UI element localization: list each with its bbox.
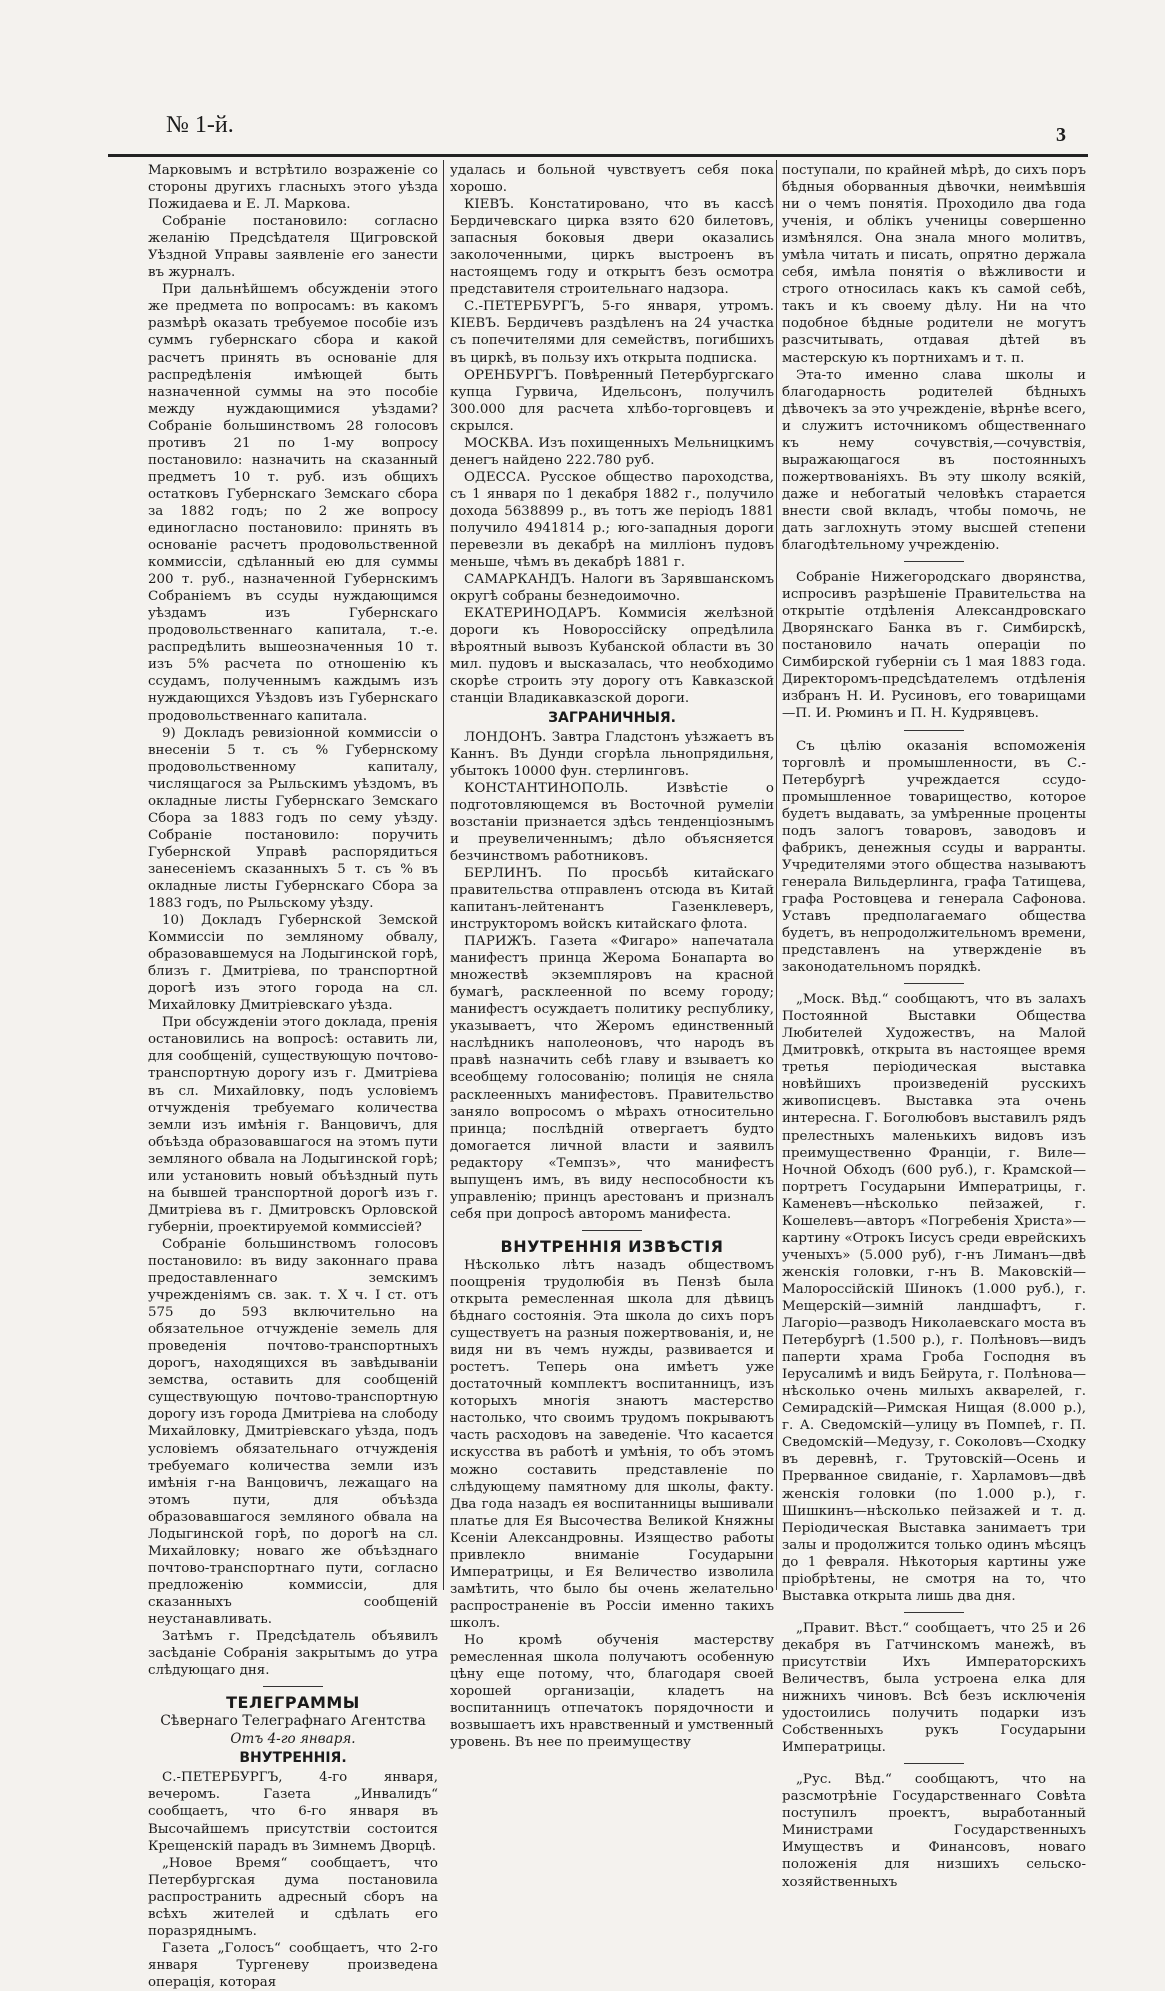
telegram-item: ОРЕНБУРГЪ. Повѣренный Петербургскаго купца Гурвича, Идельсонъ, получилъ 300.000 для расчета хлѣбо-торговцевъ и скрылся. [450, 367, 774, 434]
paragraph: При обсужденіи этого доклада, пренія остановились на вопросѣ: оставить ли, для сообщеній, существующую почтово-транспортную дорогу изъ г. Дмитріева въ сл. Михайловку, подъ условіемъ отчужденія требуемаго количества земли изъ имѣнія г. Ванцовичъ, для объѣзда образовавшагося на этомъ пути земляного обвала на Лодыгинской горѣ; или установить новый объѣздный путь на бывшей транспортной дорогѣ изъ г. Дмитріева въ г. Дмитровскъ Орловской губерніи, проектируемой коммиссіей? [148, 1015, 438, 1235]
paragraph: 9) Докладъ ревизіонной коммиссіи о внесеніи 5 т. съ % Губернскому продовольственному капиталу, числящагося за Рыльскимъ уѣздомъ, въ окладные листы Губернскаго Земскаго Сбора за 1883 годъ по сему уѣзду. Собраніе постановило: поручить Губернской Управѣ распорядиться занесеніемъ сказанныхъ 5 т. съ % въ окладные листы Губернскаго Сбора за 1883 годъ, по Рыльскому уѣзду. [148, 725, 438, 912]
paragraph: „Правит. Вѣст.“ сообщаетъ, что 25 и 26 декабря въ Гатчинскомъ манежѣ, въ присутствіи Ихъ Императорскихъ Величествъ, была устроена елка для нижнихъ чиновъ. Всѣ безъ исключенія удостоились получить подарки изъ Собственныхъ рукъ Государыни Императрицы. [782, 1620, 1086, 1756]
paragraph: 10) Докладъ Губернской Земской Коммиссіи по земляному обвалу, образовавшемуся на Лодыгинской горѣ, близъ г. Дмитріева, по транспортной дорогѣ изъ этого города на сл. Михайловку Дмитріевскаго уѣзда. [148, 913, 438, 1014]
section-rule [904, 561, 964, 562]
paragraph: Собраніе постановило: согласно желанію Предсѣдателя Щигровской Уѣздной Управы заявленіе его занести въ журналъ. [148, 214, 438, 281]
paragraph: Нѣсколько лѣтъ назадъ обществомъ поощренія трудолюбія въ Пензѣ была открыта ремесленная школа для дѣвицъ бѣднаго состоянія. Эта школа до сихъ поръ существуетъ на разныя пожертвованія, и, не видя ни въ чемъ нужды, развивается и ростетъ. Теперь она имѣетъ уже достаточный комплектъ воспитанницъ, изъ которыхъ многія знаютъ мастерство настолько, что своимъ трудомъ покрываютъ часть расходовъ на заведеніе. Что касается искусства въ работѣ и умѣнія, то объ этомъ можно составить представленіе по слѣдующему памятному для школы, факту. Два года назадъ ея воспитанницы вышивали платье для Ея Высочества Великой Княжны Ксеніи Александровны. Изящество работы привлекло вниманіе Государыни Императрицы, и Ея Величество изволила замѣтить, что было бы очень желательно распространеніе въ Россіи именно такихъ школъ. [450, 1257, 774, 1631]
paragraph: Эта-то именно слава школы и благодарность родителей бѣдныхъ дѣвочекъ за это учрежденіе, вѣрнѣе всего, и служитъ источникомъ общественнаго къ нему сочувствія,—сочувствія, выражающагося въ постоянныхъ пожертвованіяхъ. Въ эту школу всякій, даже и небогатый человѣкъ старается внести свой вкладъ, чтобы помочь, не дать заглохнуть этому высшей степени благодѣтельному учрежденію. [782, 367, 1086, 554]
issue-number: № 1-й. [166, 112, 234, 138]
page-header [108, 110, 1078, 150]
header-rule [108, 154, 1088, 157]
foreign-heading: ЗАГРАНИЧНЫЯ. [548, 709, 676, 726]
paragraph: „Моск. Вѣд.“ сообщаютъ, что въ залахъ Постоянной Выставки Общества Любителей Художествъ, на Малой Дмитровкѣ, открыта въ настоящее время третья періодическая выставка новѣйшихъ произведеній русскихъ живописцевъ. Выставка эта очень интересна. Г. Боголюбовъ выставилъ рядъ прелестныхъ маленькихъ видовъ изъ преимущественно Франціи, г. Виле—Ночной Обходъ (600 руб.), г. Крамской—портретъ Государыни Императрицы, г. Каменевъ—нѣсколько пейзажей, г. Кошелевъ—авторъ «Погребенія Христа»—картину «Отрокъ Іисусъ среди еврейскихъ ученыхъ» (5.000 руб), г-нъ Лиманъ—двѣ женскія головки, г-нъ В. Маковскій—Малороссійскій Шинокъ (1.000 руб.), г. Мещерскій—зимній ландшафтъ, г. Лагоріо—разводъ Николаевскаго моста въ Петербургѣ (1.500 р.), г. Полѣновъ—видъ паперти храма Гроба Господня въ Іерусалимѣ и видъ Бейрута, г. Полѣнова—нѣсколько очень милыхъ акварелей, г. Семирадскій—Римская Нищая (8.000 р.), г. А. Сведомскій—улицу въ Помпеѣ, г. П. Сведомскій—Медузу, г. Соколовъ—Сходку въ деревнѣ, г. Трутовскій—Осень и Прерванное свиданіе, г. Харламовъ—двѣ женскія головки (по 1.000 р.), г. Шишкинъ—нѣсколько пейзажей и т. д. Періодическая Выставка занимаетъ три залы и продолжится только одинъ мѣсяцъ до 1 февраля. Нѣкоторыя картины уже пріобрѣтены, не смотря на то, что Выставка открыта лишь два дня. [782, 992, 1086, 1604]
telegram-item: КОНСТАНТИНОПОЛЬ. Извѣстіе о подготовляющемся въ Восточной румеліи возстаніи признается здѣсь тенденціознымъ и преувеличеннымъ; дѣло объясняется безчинствомъ работниковъ. [450, 780, 774, 864]
paragraph: Затѣмъ г. Предсѣдатель объявилъ засѣданіе Собранія закрытымъ до утра слѣдующаго дня. [148, 1629, 438, 1679]
paragraph: Собраніе Нижегородскаго дворянства, испросивъ разрѣшеніе Правительства на открытіе отдѣленія Александровскаго Дворянскаго Банка въ г. Симбирскѣ, постановило начать операціи по Симбирской губерніи съ 1 мая 1883 года. Директоромъ-предсѣдателемъ отдѣленія избранъ Н. И. Русиновъ, его товарищами—П. И. Рюминъ и П. Н. Кудрявцевъ. [782, 570, 1086, 722]
section-rule [904, 1612, 964, 1613]
telegrams-heading: ТЕЛЕГРАММЫ [226, 1693, 360, 1713]
column-3 [782, 162, 1086, 1890]
paragraph: удалась и больной чувствуетъ себя пока хорошо. [450, 163, 774, 196]
paragraph: „Рус. Вѣд.“ сообщаютъ, что на разсмотрѣніе Государственнаго Совѣта поступилъ проектъ, выработанный Министрами Государственныхъ Имуществъ и Финансовъ, новаго положенія для низшихъ сельско-хозяйственныхъ [782, 1772, 1086, 1890]
domestic-news-heading: ВНУТРЕННІЯ ИЗВѢСТІЯ [500, 1236, 724, 1256]
paragraph: Собраніе большинствомъ голосовъ постановило: въ виду законнаго права предоставленнаго земскимъ учрежденіямъ св. зак. т. X ч. I ст. отъ 575 до 593 включительно на обязательное отчужденіе земель для проведенія почтово-транспортныхъ дорогъ, находящихся въ завѣдываніи земства, оставить для сообщеній существующую почтово-транспортную дорогу изъ города Дмитріева на слободу Михайловку, Дмитріевскаго уѣзда, подъ условіемъ обязательнаго отчужденія требуемаго количества земли изъ имѣнія г-на Ванцовичъ, лежащаго на этомъ пути, для объѣзда образовавшагося земляного обвала на Лодыгинской горѣ, по дорогѣ на сл. Михайловку; новаго же объѣзднаго почтово-транспортнаго пути, согласно предложенію коммиссіи, для сказанныхъ сообщеній неустанавливать. [148, 1236, 438, 1627]
telegram-item: МОСКВА. Изъ похищенныхъ Мельницкимъ денегъ найдено 222.780 руб. [450, 435, 774, 468]
telegram-item: САМАРКАНДЪ. Налоги въ Зарявшанскомъ округѣ собраны безнедоимочно. [450, 572, 774, 605]
telegram-item: „Новое Время“ сообщаетъ, что Петербургская дума постановила распространить адресный сборъ на всѣхъ жителей и сдѣлать его поразряднымъ. [148, 1855, 438, 1939]
telegram-item: С.-ПЕТЕРБУРГЪ, 4-го января, вечеромъ. Газета „Инвалидъ“ сообщаетъ, что 6-го января въ Высочайшемъ присутствіи состоится Крещенскій парадъ въ Зимнемъ Дворцѣ. [148, 1770, 438, 1854]
paragraph: Но кромѣ обученія мастерству ремесленная школа получаютъ особенную цѣну еще потому, что, благодаря своей хорошей организаціи, кладетъ на воспитанницъ отпечатокъ порядочности и возвышаетъ ихъ нравственный и умственный уровень. Въ нее по преимуществу [450, 1632, 774, 1751]
paragraph: поступали, по крайней мѣрѣ, до сихъ поръ бѣдныя оборванныя дѣвочки, неимѣвшія ни о чемъ понятія. Проходило два года ученія, и облікъ ученицы совершенно измѣнялся. Она знала много молитвъ, умѣла читать и писать, опрятно держала себя, имѣла понятія о вѣжливости и строго относилась какъ къ самой себѣ, такъ и къ своему дѣлу. Ни на что подобное бѣдные родители не могутъ разсчитывать, отдавая дѣтей въ мастерскую къ портнихамъ и т. п. [782, 163, 1086, 366]
telegram-item: С.-ПЕТЕРБУРГЪ, 5-го января, утромъ. КІЕВЪ. Бердичевъ раздѣленъ на 24 участка съ попечителями для семействъ, погибшихъ въ циркѣ, въ пользу ихъ открыта подписка. [450, 299, 774, 366]
section-rule [263, 1686, 323, 1687]
telegram-item: ЕКАТЕРИНОДАРЪ. Коммисія желѣзной дороги къ Новороссійску опредѣлила вѣроятный вывозъ Кубанской области въ 30 мил. пудовъ и высказалась, что необходимо скорѣе строить эту дорогу отъ Кавказской станціи Владикавказской дороги. [450, 606, 774, 707]
agency-subtitle: Сѣвернаго Телеграфнаго Агентства [160, 1713, 426, 1730]
paragraph: При дальнѣйшемъ обсужденіи этого же предмета по вопросамъ: въ какомъ размѣрѣ оказать требуемое пособіе изъ суммъ губернскаго сбора и какой расчетъ принять въ основаніе для распредѣленія имѣющей быть назначенной суммы на это пособіе между нуждающимися уѣздами? Собраніе большинствомъ 28 голосовъ противъ 21 по 1-му вопросу постановило: назначить на сказанный предметъ 10 т. руб. изъ общихъ остатковъ Губернскаго Земскаго сбора за 1882 годъ; по 2 же вопросу единогласно постановило: принять въ основаніе расчетъ продовольственной коммиссіи, сдѣланный ею для суммы 200 т. руб., назначенной Губернскимъ Собраніемъ въ ссуды нуждающимся уѣздамъ изъ Губернскаго продовольственнаго капитала, т.-е. распредѣлить вышеозначенныя 10 т. изъ 5% расчета по отношенію къ ссудамъ, полученнымъ каждымъ изъ нуждающихся Уѣздовъ изъ Губернскаго продовольственнаго капитала. [148, 282, 438, 724]
telegram-item: КІЕВЪ. Констатировано, что въ кассѣ Бердичевскаго цирка взято 620 билетовъ, запасныя боковыя двери оказались заколоченными, циркъ выстроенъ въ настоящемъ году и открытъ безъ осмотра представителя строительнаго надзора. [450, 197, 774, 298]
section-rule [904, 983, 964, 984]
paragraph: Съ цѣлію оказанія вспоможенія торговлѣ и промышленности, въ С.-Петербургѣ учреждается ссудо-промышленное товарищество, которое будетъ выдавать, за умѣренные проценты подъ залогъ товаровъ, заводовъ и фабрикъ, денежныя ссуды и варранты. Учредителями этого общества называютъ генерала Вильдерлинга, графа Татищева, графа Ростовцева и генерала Сафонова. Уставъ предполагаемаго общества будетъ, въ непродолжительномъ времени, представленъ на утвержденіе въ законодательномъ порядкѣ. [782, 738, 1086, 976]
telegram-date: Отъ 4-го января. [230, 1731, 356, 1748]
telegram-item: ПАРИЖЪ. Газета «Фигаро» напечатала манифестъ принца Жерома Бонапарта во множествѣ экземпляровъ на красной бумагѣ, расклеенной по всему городу; манифестъ осуждаетъ политику республику, указываетъ, что Жеромъ единственный наслѣдникъ наполеоновъ, что народъ въ правѣ назначить себѣ главу и взываетъ ко всеобщему голосованію; полиція не сняла расклеенныхъ манифестовъ. Правительство заняло вопросомъ о мѣрахъ относительно принца; послѣдній отвергаетъ будто домогается личной власти и заявилъ редактору «Темпзъ», что манифестъ выпущенъ имъ, въ виду неспособности къ управленію; принцъ арестованъ и призналъ себя при допросѣ авторомъ манифеста. [450, 934, 774, 1222]
column-2 [450, 162, 774, 1751]
telegram-item: ОДЕССА. Русское общество пароходства, съ 1 января по 1 декабря 1882 г., получило дохода 5638899 р., въ тотъ же періодъ 1881 получило 4941814 р.; юго-западныя дороги перевезли въ декабрѣ на милліонъ пудовъ меньше, чѣмъ въ декабрѣ 1881 г. [450, 469, 774, 571]
domestic-heading: ВНУТРЕННІЯ. [239, 1750, 347, 1767]
column-divider [776, 160, 777, 1590]
section-rule [904, 1763, 964, 1764]
section-rule [904, 730, 964, 731]
telegram-item: Газета „Голосъ“ сообщаетъ, что 2-го января Тургеневу произведена операція, которая [148, 1940, 438, 1990]
column-divider [443, 160, 444, 1590]
telegram-item: БЕРЛИНЪ. По просьбѣ китайскаго правительства отправленъ отсюда въ Китай капитанъ-лейтенантъ Газенклеверъ, инструкторомъ войскъ китайскаго флота. [450, 865, 774, 933]
telegram-item: ЛОНДОНЪ. Завтра Гладстонъ уѣзжаетъ въ Каннъ. Въ Дунди сгорѣла льнопрядильня, убытокъ 10000 фун. стерлинговъ. [450, 729, 774, 779]
page-number: 3 [1056, 124, 1066, 146]
column-1 [148, 162, 438, 1990]
section-rule [582, 1230, 642, 1231]
paragraph: Марковымъ и встрѣтило возраженіе со стороны другихъ гласныхъ этого уѣзда Пожидаева и Е. Л. Маркова. [148, 163, 438, 213]
